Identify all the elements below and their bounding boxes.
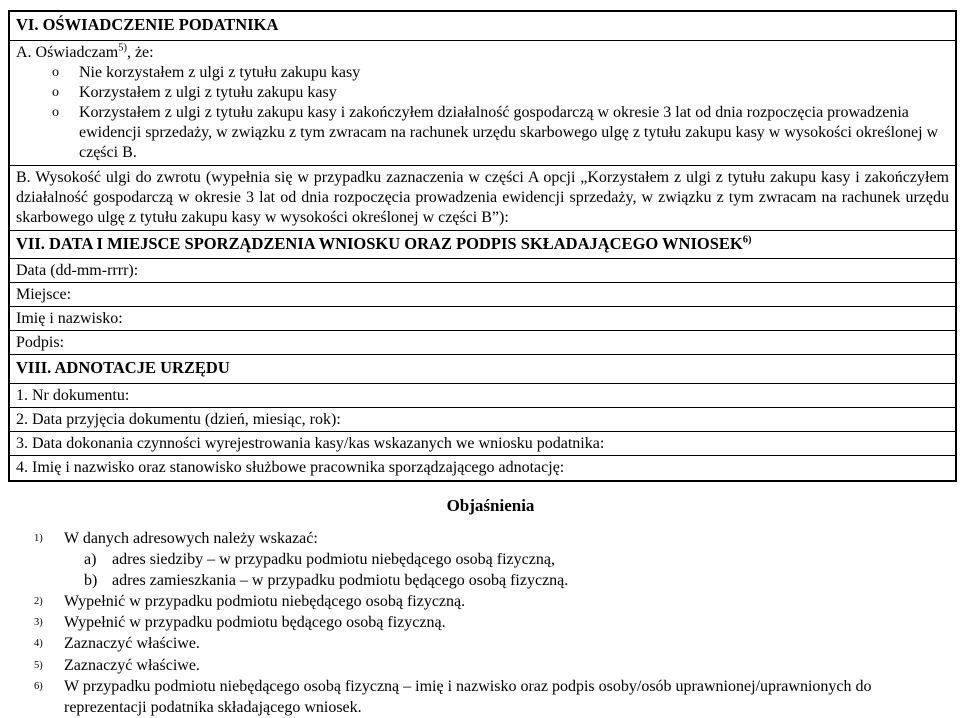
field-deregistration-date: 3. Data dokonania czynności wyrejestrowania kasy/kas wskazanych we wniosku podatnika: <box>10 432 955 456</box>
partA-intro-line <box>16 43 949 63</box>
option-label: Korzystałem z ulgi z tytułu zakupu kasy <box>79 83 337 101</box>
subitem-label: b) <box>84 572 98 590</box>
footnote-text: Zaznaczyć właściwe. <box>64 656 200 674</box>
footnote-marker: 6) <box>34 680 43 692</box>
declaration-option-3 <box>50 103 949 163</box>
partA-intro-after: , że: <box>126 43 154 61</box>
footnote-ref-5: 5) <box>118 42 127 54</box>
section8-header: VIII. ADNOTACJE URZĘDU <box>10 355 955 384</box>
footnote-marker: 4) <box>34 638 43 650</box>
footnotes-title: Objaśnienia <box>446 495 535 515</box>
footnote-4 <box>34 633 907 654</box>
footnote-ref-6: 6) <box>742 234 752 246</box>
subitem-label: a) <box>84 550 97 568</box>
section6-partA-row <box>10 41 955 166</box>
footnote-1a <box>34 549 907 570</box>
footnote-marker: 2) <box>34 596 43 608</box>
footnotes-section <box>8 496 957 718</box>
field-place: Miejsce: <box>10 283 955 307</box>
footnote-marker: 5) <box>34 659 43 671</box>
footnote-3 <box>34 612 907 633</box>
section6-partB-row: B. Wysokość ulgi do zwrotu (wypełnia się w przypadku zaznaczenia w części A opcji „Korzystałem z ulgi z tytułu zakupu kasy i zakończyłem działalność gospodarczą w okresie 3 lat od dnia rozpoczęcia prowadzenia ewidencji sprzedaży, w związku z tym zwracam na rachunek urzędu skarbowego ulgę z tytułu zakupu kasy w wysokości określonej w części B”): <box>10 166 955 231</box>
option-label: Korzystałem z ulgi z tytułu zakupu kasy i zakończyłem działalność gospodarczą w okresie 3 lat od dnia rozpoczęcia prowadzenia ewidencji sprzedaży, w związku z tym zwracam na rachunek urzędu skarbowego ulgę z tytułu zakupu kasy w wysokości określonej w części B. <box>79 103 939 161</box>
footnote-6 <box>34 676 907 718</box>
field-date: Data (dd-mm-rrrr): <box>10 259 955 283</box>
footnote-text: Zaznaczyć właściwe. <box>64 635 200 653</box>
circle-bullet-icon: o <box>52 64 59 80</box>
footnote-2 <box>34 591 907 612</box>
declaration-option-2 <box>50 83 949 103</box>
footnote-text: W przypadku podmiotu niebędącego osobą fizyczną – imię i nazwisko oraz podpis osoby/osób uprawnionej/uprawnionych do reprezentacji podatnika składającego wniosek. <box>64 677 872 716</box>
form-table <box>8 10 957 482</box>
declaration-option-1 <box>50 63 949 83</box>
option-label: Nie korzystałem z ulgi z tytułu zakupu kasy <box>79 63 361 81</box>
footnote-text: Wypełnić w przypadku podmiotu niebędącego osobą fizyczną. <box>64 593 466 611</box>
field-document-receipt-date: 2. Data przyjęcia dokumentu (dzień, miesiąc, rok): <box>10 408 955 432</box>
field-signature: Podpis: <box>10 331 955 355</box>
footnote-1 <box>34 528 907 549</box>
footnote-text: W danych adresowych należy wskazać: <box>64 529 318 547</box>
subitem-text: adres siedziby – w przypadku podmiotu niebędącego osobą fizyczną, <box>112 550 555 568</box>
field-document-number: 1. Nr dokumentu: <box>10 384 955 408</box>
section7-header <box>10 231 955 260</box>
subitem-text: adres zamieszkania – w przypadku podmiotu będącego osobą fizyczną. <box>112 572 569 590</box>
footnote-marker: 3) <box>34 617 43 629</box>
circle-bullet-icon: o <box>52 104 59 120</box>
footnote-marker: 1) <box>34 532 43 544</box>
section7-header-text: VII. DATA I MIEJSCE SPORZĄDZENIA WNIOSKU ORAZ PODPIS SKŁADAJĄCEGO WNIOSEK <box>16 233 743 253</box>
declaration-options <box>16 63 949 163</box>
footnote-5 <box>34 655 907 676</box>
footnote-text: Wypełnić w przypadku podmiotu będącego osobą fizyczną. <box>64 614 446 632</box>
circle-bullet-icon: o <box>52 84 59 100</box>
field-official-name-position: 4. Imię i nazwisko oraz stanowisko służbowe pracownika sporządzającego adnotację: <box>16 458 565 476</box>
footnote-1b <box>34 570 907 591</box>
field-full-name: Imię i nazwisko: <box>10 307 955 331</box>
section6-header: VI. OŚWIADCZENIE PODATNIKA <box>10 12 955 41</box>
partA-intro: A. Oświadczam <box>16 43 119 61</box>
